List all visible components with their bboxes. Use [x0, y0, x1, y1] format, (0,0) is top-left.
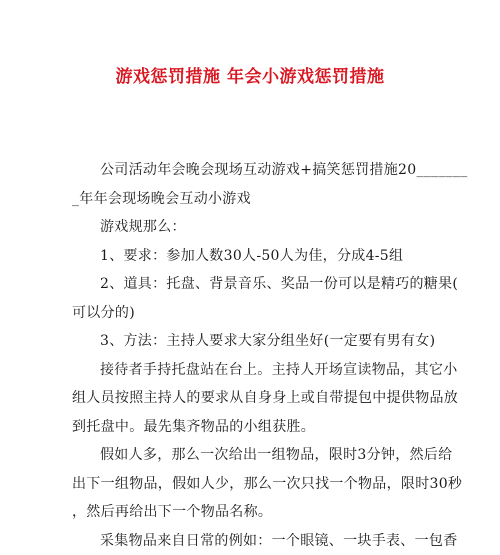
text-line-10: 到托盘中。最先集齐物品的小组获胜。	[72, 413, 432, 442]
text-line-12: 出下一组物品，假如人少，那么一次只找一个物品，限时30秒	[72, 470, 432, 499]
text-line-11: 假如人多，那么一次给出一组物品，限时3分钟，然后给	[72, 441, 432, 470]
text-line-1: 公司活动年会晚会现场互动游戏+搞笑惩罚措施20_______	[72, 156, 432, 185]
text-line-3: 游戏规那么：	[72, 213, 432, 242]
document-body	[72, 156, 432, 555]
text-line-14: 采集物品来自日常的例如：一个眼镜、一块手表、一包香	[72, 527, 432, 555]
text-line-2: _年年会现场晚会互动小游戏	[72, 185, 432, 214]
text-line-8: 接待者手持托盘站在台上。主持人开场宣读物品，其它小	[72, 356, 432, 385]
text-line-4: 1、要求：参加人数30人-50人为佳，分成4-5组	[72, 242, 432, 271]
text-line-7: 3、方法：主持人要求大家分组坐好(一定要有男有女)	[72, 327, 432, 356]
text-line-9: 组人员按照主持人的要求从自身身上或自带提包中提供物品放	[72, 384, 432, 413]
document-title: 游戏惩罚措施 年会小游戏惩罚措施	[0, 62, 500, 87]
text-line-6: 可以分的)	[72, 299, 432, 328]
text-line-5: 2、道具：托盘、背景音乐、奖品一份可以是精巧的糖果(	[72, 270, 432, 299]
text-line-13: ，然后再给出下一个物品名称。	[72, 498, 432, 527]
